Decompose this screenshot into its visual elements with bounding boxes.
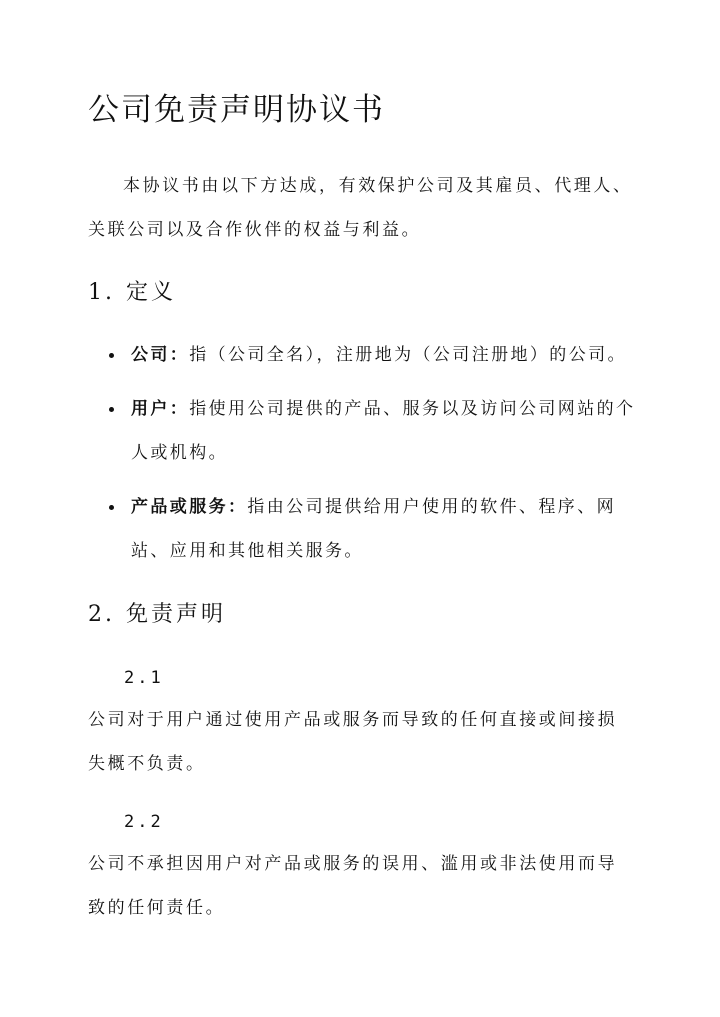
section-1-heading bbox=[88, 275, 176, 306]
intro-paragraph: 本协议书由以下方达成，有效保护公司及其雇员、代理人、关联公司以及合作伙伴的权益与利益。 bbox=[88, 176, 633, 240]
section-1-title: 定义 bbox=[126, 280, 177, 305]
definitions-list bbox=[88, 333, 636, 573]
list-item bbox=[88, 485, 636, 573]
section-1-number: 1. bbox=[88, 280, 115, 305]
definition-term: 产品或服务： bbox=[131, 497, 248, 517]
section-2-title: 免责声明 bbox=[126, 602, 227, 627]
clause-2-1-text: 公司对于用户通过使用产品或服务而导致的任何直接或间接损失概不负责。 bbox=[88, 710, 618, 774]
clause-2-2-text: 公司不承担因用户对产品或服务的误用、滥用或非法使用而导致的任何责任。 bbox=[88, 854, 618, 918]
section-2-heading bbox=[88, 597, 226, 628]
definition-term: 公司： bbox=[131, 345, 190, 365]
document-title: 公司免责声明协议书 bbox=[88, 92, 385, 128]
definition-text: 指由公司提供给用户使用的软件、程序、网站、应用和其他相关服务。 bbox=[131, 497, 617, 561]
definition-term: 用户： bbox=[131, 399, 190, 419]
definition-text: 指（公司全名），注册地为（公司注册地）的公司。 bbox=[189, 345, 627, 365]
bullet-icon bbox=[109, 407, 114, 412]
definition-text: 指使用公司提供的产品、服务以及访问公司网站的个人或机构。 bbox=[131, 399, 636, 463]
list-item bbox=[88, 333, 636, 377]
bullet-icon bbox=[109, 505, 114, 510]
bullet-icon bbox=[109, 353, 114, 358]
section-2-number: 2. bbox=[88, 602, 115, 627]
clause-2-2-number: 2.2 bbox=[124, 812, 164, 832]
list-item bbox=[88, 387, 636, 475]
clause-2-1-number: 2.1 bbox=[124, 668, 164, 688]
